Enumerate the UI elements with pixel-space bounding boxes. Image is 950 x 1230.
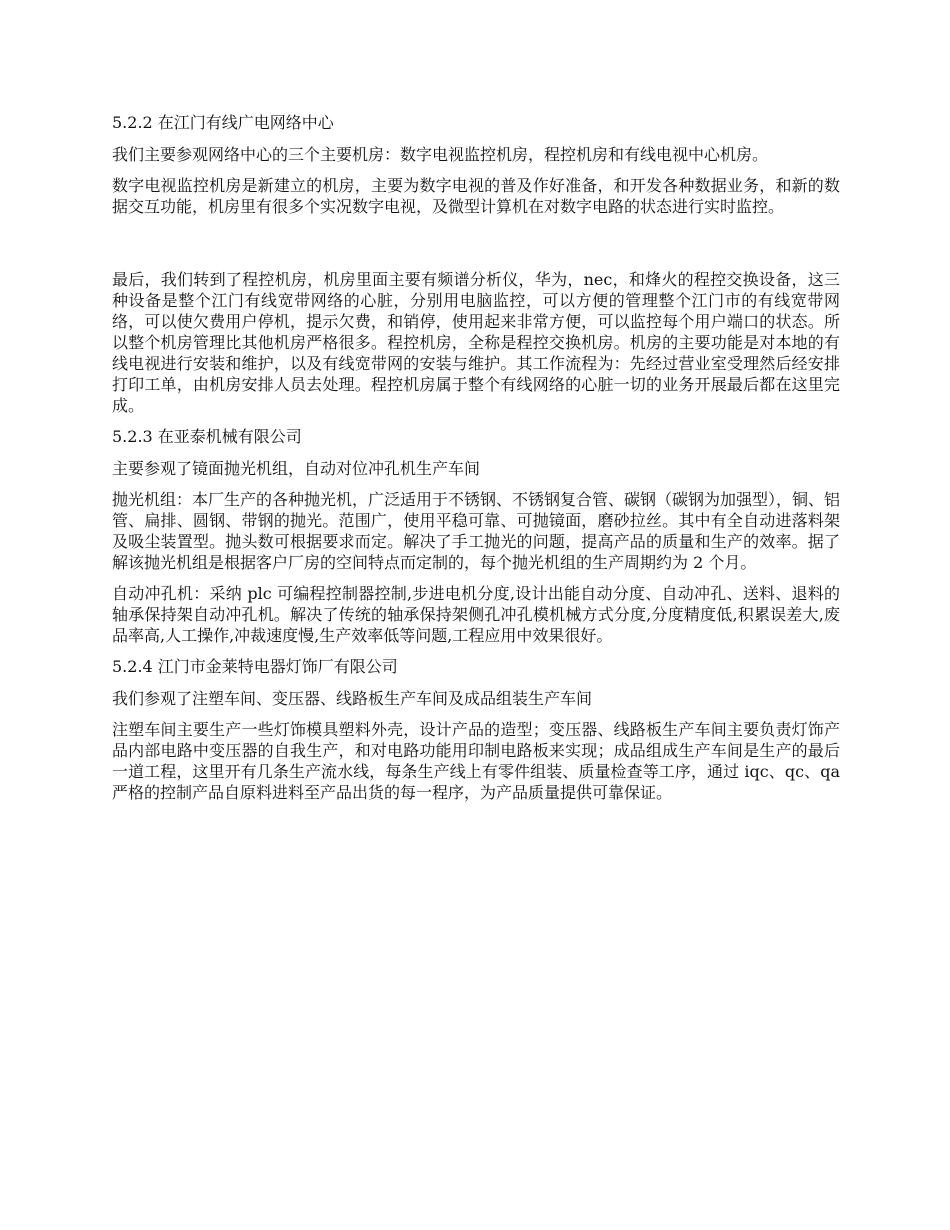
section-heading-5-2-3: 5.2.3 在亚泰机械有限公司 [112,427,302,446]
paragraph-digital-tv-monitoring: 数字电视监控机房是新建立的机房，主要为数字电视的普及作好准备，和开发各种数据业务，和新的数据交互功能，机房里有很多个实况数字电视，及微型计算机在对数字电路的状态进行实时监控。 [112,176,840,216]
blank-line [112,227,840,269]
paragraph-network-center-rooms: 我们主要参观网络中心的三个主要机房：数字电视监控机房，程控机房和有线电视中心机房。 [112,145,769,164]
paragraph-jinlaite-overview: 我们参观了注塑车间、变压器、线路板生产车间及成品组装生产车间 [112,689,593,708]
paragraph-polishing-unit: 抛光机组：本厂生产的各种抛光机，广泛适用于不锈钢、不锈钢复合管、碳钢（碳钢为加强型），铜、铝管、扁排、圆钢、带钢的抛光。范围广，使用平稳可靠、可抛镜面，磨砂拉丝。其中有全自动进落料架及吸尘装置型。抛头数可根据要求而定。解决了手工抛光的问题，提高产品的质量和生产的效率。据了解该抛光机组是根据客户厂房的空间特点而定制的，每个抛光机组的生产周期约为 2 个月。 [112,490,841,572]
paragraph-yatai-overview: 主要参观了镜面抛光机组，自动对位冲孔机生产车间 [112,459,481,478]
paragraph-program-control-room: 最后，我们转到了程控机房，机房里面主要有频谱分析仪，华为，nec，和烽火的程控交换设备，这三种设备是整个江门有线宽带网络的心脏，分别用电脑监控，可以方便的管理整个江门市的有线宽带网络，可以使欠费用户停机，提示欠费，和销停，使用起来非常方便，可以监控每个用户端口的状态。所以整个机房管理比其他机房严格很多。程控机房，全称是程控交换机房。机房的主要功能是对本地的有线电视进行安装和维护，以及有线宽带网的安装与维护。其工作流程为：先经过营业室受理然后经安排打印工单，由机房安排人员去处理。程控机房属于整个有线网络的心脏一切的业务开展最后都在这里完成。 [112,270,840,415]
section-heading-5-2-2: 5.2.2 在江门有线广电网络中心 [112,113,334,132]
paragraph-production-workshops: 注塑车间主要生产一些灯饰模具塑料外壳，设计产品的造型；变压器、线路板生产车间主要负责灯饰产品内部电路中变压器的自我生产，和对电路功能用印制电路板来实现；成品组成生产车间是生产的最后一道工程，这里开有几条生产流水线，每条生产线上有零件组装、质量检查等工序，通过 iqc、qc、qa 严格的控制产品自原料进料至产品出货的每一程序，为产品质量提供可靠保证。 [112,720,840,802]
paragraph-auto-punching-machine: 自动冲孔机：采纳 plc 可编程控制器控制,步进电机分度,设计出能自动分度、自动冲孔、送料、退料的轴承保持架自动冲孔机。解决了传统的轴承保持架侧孔冲孔模机械方式分度,分度精度低,积累误差大,废品率高,人工操作,冲裁速度慢,生产效率低等问题,工程应用中效果很好。 [112,584,840,645]
section-heading-5-2-4: 5.2.4 江门市金莱特电器灯饰厂有限公司 [112,657,398,676]
document-page [112,112,840,813]
